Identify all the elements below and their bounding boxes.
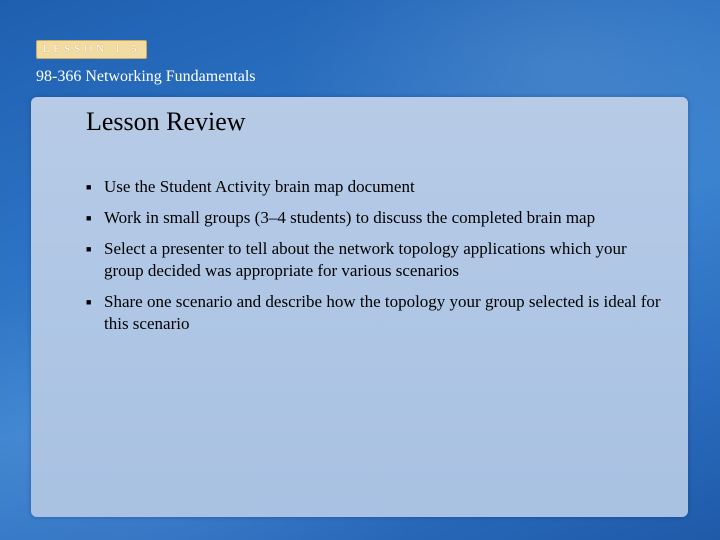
square-bullet-icon: ■ xyxy=(86,213,92,223)
lesson-label: LESSON 1.5 xyxy=(42,43,141,55)
bullet-text: Use the Student Activity brain map document xyxy=(104,177,415,196)
list-item xyxy=(86,176,666,198)
bullet-text: Share one scenario and describe how the topology your group selected is ideal for this scenario xyxy=(104,292,661,333)
list-item xyxy=(86,238,666,282)
course-title: 98-366 Networking Fundamentals xyxy=(36,68,256,85)
lesson-badge xyxy=(36,40,147,59)
square-bullet-icon: ■ xyxy=(86,297,92,307)
bullet-text: Select a presenter to tell about the network topology applications which your group decided was appropriate for various scenarios xyxy=(104,239,627,280)
list-item xyxy=(86,207,666,229)
bullet-text: Work in small groups (3–4 students) to discuss the completed brain map xyxy=(104,208,596,227)
square-bullet-icon: ■ xyxy=(86,182,92,192)
bullet-list xyxy=(86,176,666,344)
square-bullet-icon: ■ xyxy=(86,244,92,254)
list-item xyxy=(86,291,666,335)
slide-title: Lesson Review xyxy=(86,107,246,136)
